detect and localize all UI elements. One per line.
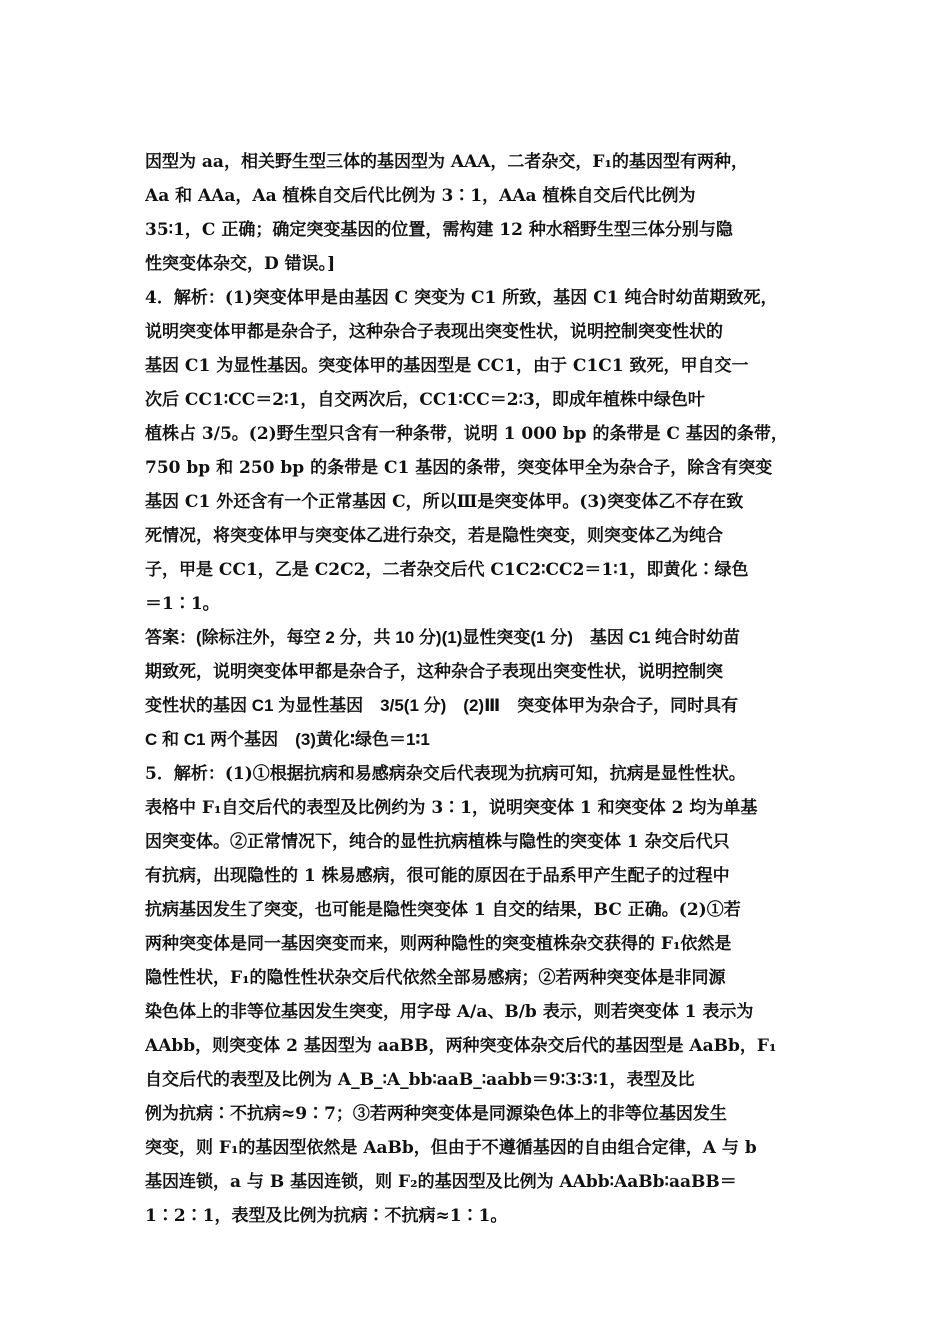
q3-analysis-tail — [145, 145, 810, 281]
text-line: C 和 C1 两个基因 (3)黄化∶绿色＝1∶1 — [145, 730, 430, 749]
text-line: 答案：(除标注外，每空 2 分，共 10 分)(1)显性突变(1 分) 基因 C1 纯合时幼苗 — [145, 628, 741, 647]
text-line: 35∶1，C 正确；确定突变基因的位置，需构建 12 种水稻野生型三体分别与隐 — [145, 220, 733, 240]
text-line: 因突变体。②正常情况下，纯合的显性抗病植株与隐性的突变体 1 杂交后代只 — [145, 832, 730, 852]
text-line: 基因 C1 为显性基因。突变体甲的基因型是 CC1，由于 C1C1 致死，甲自交一 — [145, 356, 749, 376]
text-line: 4．解析：(1)突变体甲是由基因 C 突变为 C1 所致，基因 C1 纯合时幼苗期致死， — [145, 288, 778, 308]
q4-answer — [145, 621, 810, 757]
text-line: AAbb，则突变体 2 基因型为 aaBB，两种突变体杂交后代的基因型是 AaBb，F₁ — [145, 1036, 777, 1056]
text-line: 基因连锁，a 与 B 基因连锁，则 F₂的基因型及比例为 AAbb∶AaBb∶aaBB＝ — [145, 1172, 737, 1192]
q5-analysis — [145, 757, 810, 1233]
text-line: 植株占 3/5。(2)野生型只含有一种条带，说明 1 000 bp 的条带是 C 基因的条带， — [145, 424, 788, 444]
q4-analysis — [145, 281, 810, 621]
text-line: 有抗病，出现隐性的 1 株易感病，很可能的原因在于品系甲产生配子的过程中 — [145, 866, 730, 886]
text-line: 750 bp 和 250 bp 的条带是 C1 基因的条带，突变体甲全为杂合子，除含有突变 — [145, 458, 773, 478]
text-line: 1∶2∶1，表型及比例为抗病∶不抗病≈1∶1。 — [145, 1206, 508, 1226]
text-line: 例为抗病∶不抗病≈9∶7；③若两种突变体是同源染色体上的非等位基因发生 — [145, 1104, 727, 1124]
text-line: 5．解析：(1)①根据抗病和易感病杂交后代表现为抗病可知，抗病是显性性状。 — [145, 764, 746, 784]
text-line: 自交后代的表型及比例为 A_B_∶A_bb∶aaB_∶aabb＝9∶3∶3∶1，表型及比 — [145, 1070, 695, 1090]
text-line: 两种突变体是同一基因突变而来，则两种隐性的突变植株杂交获得的 F₁依然是 — [145, 934, 732, 954]
text-line: 抗病基因发生了突变，也可能是隐性突变体 1 自交的结果，BC 正确。(2)①若 — [145, 900, 741, 920]
text-line: 染色体上的非等位基因发生突变，用字母 A/a、B/b 表示，则若突变体 1 表示为 — [145, 1002, 754, 1022]
text-line: 次后 CC1∶CC＝2∶1，自交两次后，CC1∶CC＝2∶3，即成年植株中绿色叶 — [145, 390, 705, 410]
text-line: 突变，则 F₁的基因型依然是 AaBb，但由于不遵循基因的自由组合定律，A 与 b — [145, 1138, 757, 1158]
text-line: ＝1∶1。 — [145, 594, 220, 614]
text-line: 基因 C1 外还含有一个正常基因 C，所以Ⅲ是突变体甲。(3)突变体乙不存在致 — [145, 492, 744, 512]
text-line: 说明突变体甲都是杂合子，这种杂合子表现出突变性状，说明控制突变性状的 — [145, 322, 723, 342]
text-line: 隐性性状，F₁的隐性性状杂交后代依然全部易感病；②若两种突变体是非同源 — [145, 968, 726, 988]
text-line: 性突变体杂交，D 错误。] — [145, 254, 336, 274]
text-line: Aa 和 AAa，Aa 植株自交后代比例为 3∶1，AAa 植株自交后代比例为 — [145, 186, 696, 206]
text-line: 期致死，说明突变体甲都是杂合子，这种杂合子表现出突变性状，说明控制突 — [145, 662, 723, 681]
text-line: 死情况，将突变体甲与突变体乙进行杂交，若是隐性突变，则突变体乙为纯合 — [145, 526, 723, 546]
text-line: 子，甲是 CC1，乙是 C2C2，二者杂交后代 C1C2∶CC2＝1∶1，即黄化∶绿色 — [145, 560, 749, 580]
document-body — [145, 145, 810, 1233]
text-line: 变性状的基因 C1 为显性基因 3/5(1 分) (2)Ⅲ 突变体甲为杂合子，同时具有 — [145, 696, 739, 715]
text-line: 因型为 aa，相关野生型三体的基因型为 AAA，二者杂交，F₁的基因型有两种， — [145, 152, 748, 172]
text-line: 表格中 F₁自交后代的表型及比例约为 3∶1，说明突变体 1 和突变体 2 均为单基 — [145, 798, 758, 818]
